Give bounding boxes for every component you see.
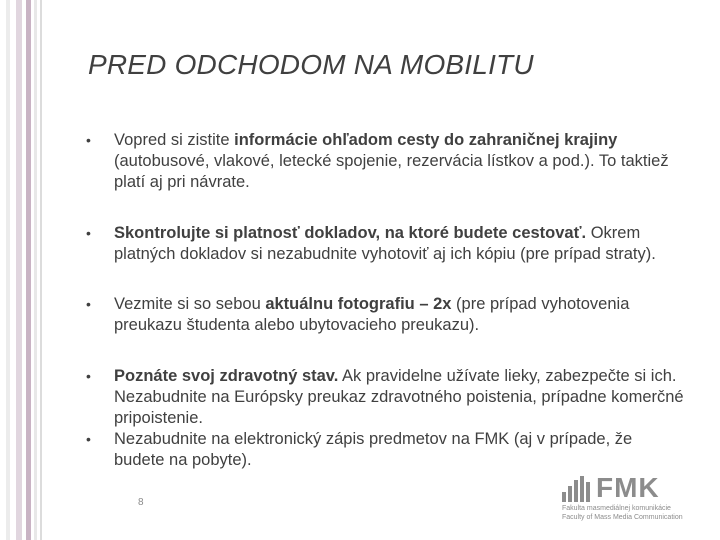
side-bar (34, 0, 37, 540)
bullet-icon: • (86, 296, 91, 312)
logo-caption-en: Faculty of Mass Media Communication (562, 514, 683, 521)
list-item (86, 130, 686, 193)
list-item (86, 294, 686, 336)
item-emphasis: informácie ohľadom cesty do zahraničnej krajiny (234, 131, 618, 149)
side-bar (40, 0, 42, 540)
list-item (86, 366, 686, 429)
logo-word: FMK (596, 472, 660, 503)
item-emphasis: Skontrolujte si platnosť dokladov, na ktoré budete cestovať. (114, 224, 587, 242)
item-text: (pre prípad vyhotovenia preukazu študenta alebo ubytovacieho preukazu). (114, 295, 630, 334)
item-text: Vopred si zistite (114, 131, 235, 149)
item-text: Ak pravidelne užívate lieky, zabezpečte si ich. Nezabudnite na Európsky preukaz zdravotného poistenia, prípadne komerčné pripoistenie. (114, 367, 684, 427)
fmk-logo (562, 472, 692, 522)
logo-caption-sk: Fakulta masmediálnej komunikácie (562, 505, 671, 512)
item-text: Okrem platných dokladov si nezabudnite vyhotoviť aj ich kópiu (pre prípad straty). (114, 224, 656, 263)
bullet-icon: • (86, 132, 91, 148)
bullet-icon: • (86, 431, 91, 447)
side-bar (6, 0, 10, 540)
side-bar (16, 0, 22, 540)
bullet-icon: • (86, 368, 91, 384)
item-emphasis: Poznáte svoj zdravotný stav. (114, 367, 339, 385)
decorative-side-bars (0, 0, 44, 540)
list-item (86, 223, 686, 265)
side-bar (26, 0, 31, 540)
item-text: Nezabudnite na elektronický zápis predmetov na FMK (aj v prípade, že budete na pobyte). (114, 430, 633, 469)
bullet-list (86, 130, 686, 471)
slide-title: PRED ODCHODOM NA MOBILITU (88, 49, 534, 80)
logo-bars-icon (562, 476, 592, 502)
page-number: 8 (138, 497, 144, 508)
bullet-icon: • (86, 225, 91, 241)
item-text: (autobusové, vlakové, letecké spojenie, rezervácia lístkov a pod.). To taktiež platí aj pri návrate. (114, 152, 669, 191)
item-emphasis: aktuálnu fotografiu – 2x (265, 295, 452, 313)
list-item (86, 429, 686, 471)
item-text: Vezmite si so sebou (114, 295, 266, 313)
